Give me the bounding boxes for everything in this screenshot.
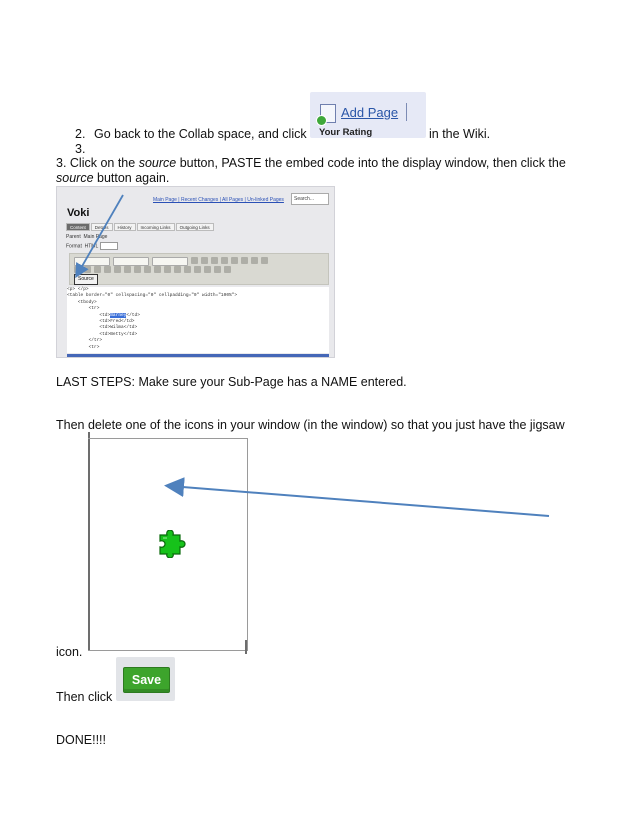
voki-parent-label: Parent	[66, 234, 81, 240]
add-page-icon	[320, 104, 336, 123]
icon-word: icon.	[56, 645, 83, 659]
voki-tab-incoming-links: Incoming Links	[137, 223, 175, 231]
save-button: Save	[123, 667, 170, 693]
step2-number: 2.	[75, 127, 86, 141]
voki-search-box: Search...	[291, 193, 329, 205]
step3-text-2: button, PASTE the embed code into the display window, then click the	[176, 156, 566, 170]
add-page-button-image	[310, 92, 426, 138]
voki-parent-value: Main Page	[83, 234, 108, 240]
voki-editor-screenshot	[56, 186, 335, 358]
source-word-2: source	[56, 171, 94, 185]
code-line: <td>Betty</td>	[67, 331, 138, 337]
voki-title: Voki	[67, 207, 90, 219]
jigsaw-icon	[157, 530, 187, 558]
voki-source-button: Source	[74, 274, 98, 285]
code-line: <tr>	[67, 344, 100, 350]
code-selection: Barney	[110, 312, 127, 318]
step3-text-3: button again.	[93, 171, 170, 185]
voki-format-value: HTML	[84, 243, 99, 250]
voki-tab-outgoing-links: Outgoing Links	[176, 223, 214, 231]
step2-text-after: in the Wiki.	[429, 127, 491, 141]
window-right-edge-mark	[245, 640, 247, 654]
step3-line1	[56, 156, 566, 171]
voki-tab-history: History	[114, 223, 136, 231]
done-text: DONE!!!!	[56, 733, 107, 747]
step2-text: Go back to the Collab space, and click	[94, 127, 307, 141]
separator	[406, 103, 407, 121]
code-line: </tr>	[67, 338, 103, 344]
source-arrow-annotation	[57, 187, 334, 357]
then-click-text: Then click	[56, 690, 113, 704]
code-line: <td>Fred</td>	[67, 319, 135, 325]
add-page-label: Add Page	[341, 105, 399, 120]
step3-line2	[56, 171, 169, 186]
voki-tab-details: Details	[91, 223, 113, 231]
code-line: <tbody>	[67, 299, 97, 305]
code-text: </td>	[126, 312, 140, 318]
code-text: <td>	[67, 312, 111, 318]
code-line: <td>Wilma</td>	[67, 325, 138, 331]
voki-format-label: Format	[66, 243, 82, 250]
voki-nav-links: Main Page | Recent Changes | All Pages | Un-linked Pages	[153, 197, 284, 203]
voki-tab-content: Content	[66, 223, 90, 231]
jigsaw-arrow-annotation	[160, 476, 555, 522]
save-button-image	[116, 657, 175, 701]
step3-text-1: 3. Click on the	[56, 156, 139, 170]
step3-number: 3.	[75, 142, 86, 156]
delete-icons-text: Then delete one of the icons in your window (in the window) so that you just have the jigsaw	[56, 418, 565, 432]
code-line: <tr>	[67, 306, 100, 312]
source-word: source	[138, 156, 177, 170]
code-line: <table border="0" cellspacing="0" cellpadding="0" width="100%">	[67, 293, 238, 299]
code-line: <p> </p>	[67, 287, 89, 292]
last-steps-text: LAST STEPS: Make sure your Sub-Page has a NAME entered.	[56, 375, 407, 389]
your-rating-label: Your Rating	[319, 127, 373, 138]
